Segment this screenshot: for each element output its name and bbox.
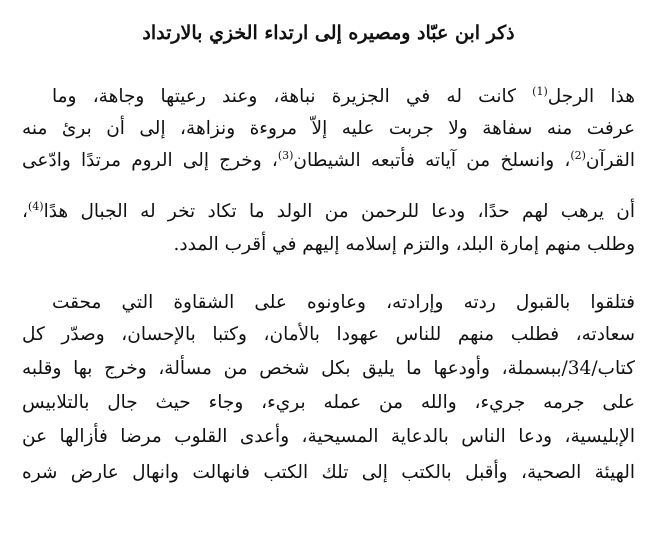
text-run: هذا الرجل — [547, 86, 635, 107]
text-run: القرآن — [585, 150, 635, 171]
paragraph-2-line-6 — [22, 458, 635, 488]
section-heading: ذكر ابن عبّاد ومصيره إلى ارتداء الخزي بالارتداد — [142, 22, 515, 44]
text-run: ، — [22, 201, 28, 222]
paragraph-1-line-3 — [22, 146, 635, 176]
footnote-marker: (1) — [532, 84, 548, 98]
footnote-marker: (4) — [27, 199, 44, 213]
paragraph-2-line-5 — [22, 422, 635, 452]
text-run: الإبليسية، ودعا الناس بالدعاية المسيحية، وأعدى القلوب مرضا فأزالها عن — [22, 426, 635, 447]
text-run: كتاب/34/ببسملة، وأودعها ما يليق بكل شخص من مسألة، وخرج بها وقلبه — [22, 358, 635, 379]
text-run: ، وانسلخ من آياته فأتبعه الشيطان — [293, 150, 571, 171]
text-run: على جرمه جريء، والله من عمله بريء، وجاء حيث جال بالتلابيس — [22, 392, 635, 413]
text-run: وطلب منهم إمارة البلد، والتزم إسلامه إليهم في أقرب المدد. — [173, 234, 635, 255]
text-run: كانت له في الجزيرة نباهة، وعند رعيتها وجاهة، وما — [52, 86, 533, 107]
paragraph-1-line-4 — [22, 197, 635, 227]
text-run: الهيئة الصحية، وأقبل بالكتب إلى تلك الكتب فانهالت وانهال عارض شره — [22, 462, 635, 483]
paragraph-2-line-1 — [52, 288, 635, 318]
text-run: فتلقوا بالقبول ردته وإرادته، وعاونوه على الشقاوة التي محقت — [52, 292, 635, 313]
text-run: عرفت منه سفاهة ولا جربت عليه إلاّ مروءة ونزاهة، إلى أن برئ منه — [22, 118, 635, 139]
paragraph-2-line-4 — [22, 388, 635, 418]
footnote-marker: (2) — [570, 148, 586, 162]
text-run: سعادته، فطلب منهم للناس عهودا بالأمان، وكتبا بالإحسان، وصدّر كل — [22, 324, 635, 345]
paragraph-1-line-2 — [22, 114, 635, 144]
text-run: أن يرهب لهم حدًا، ودعا للرحمن من الولد ما تكاد تخر له الجبال هدًا — [43, 201, 635, 222]
footnote-marker: (3) — [277, 148, 294, 162]
paragraph-2-line-2 — [22, 320, 635, 350]
text-run: ، وخرج إلى الروم مرتدًا وادّعى — [22, 150, 278, 171]
paragraph-2-line-3 — [22, 354, 635, 384]
paragraph-1-line-5 — [22, 230, 635, 260]
paragraph-1-line-1 — [52, 82, 635, 112]
